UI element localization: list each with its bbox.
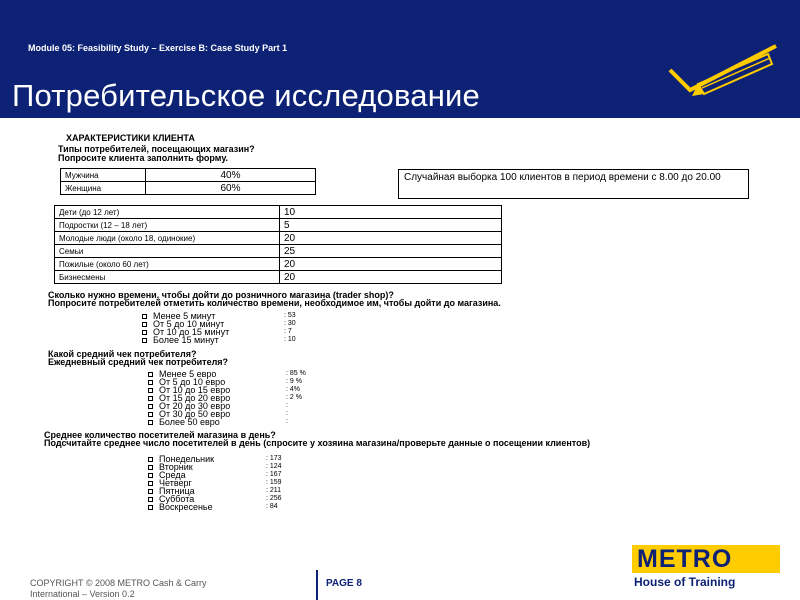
checkbox-icon [148, 489, 153, 494]
page-title: Потребительское исследование [12, 78, 480, 113]
list-item: Понедельник : 173 [148, 455, 348, 463]
checkbox-icon [142, 330, 147, 335]
client-heading: ХАРАКТЕРИСТИКИ КЛИЕНТА [66, 133, 195, 143]
type-label: Семьи [55, 245, 280, 258]
type-value: 5 [280, 219, 502, 232]
list-item: От 10 до 15 евро : 4% [148, 386, 348, 394]
gender-label: Женщина [61, 182, 146, 195]
table-row [55, 206, 502, 219]
type-value: 10 [280, 206, 502, 219]
gender-table [60, 168, 316, 195]
gender-label: Мужчина [61, 169, 146, 182]
checkbox-icon [148, 372, 153, 377]
list-item: От 5 до 10 минут : 30 [142, 320, 342, 328]
footer-divider [316, 570, 318, 600]
list-item: Вторник : 124 [148, 463, 348, 471]
list-item: От 5 до 10 евро : 9 % [148, 378, 348, 386]
header-banner [0, 0, 800, 118]
checkbox-icon [142, 314, 147, 319]
type-value: 20 [280, 271, 502, 284]
table-row [55, 271, 502, 284]
list-item: Более 15 минут : 10 [142, 336, 342, 344]
client-question: Типы потребителей, посещающих магазин? [58, 144, 255, 154]
type-value: 25 [280, 245, 502, 258]
checkbox-icon [148, 404, 153, 409]
list-item: От 10 до 15 минут : 7 [142, 328, 342, 336]
type-label: Молодые люди (около 18, одинокие) [55, 232, 280, 245]
gender-value: 40% [146, 169, 316, 182]
checkbox-icon [142, 338, 147, 343]
list-item: Менее 5 минут : 53 [142, 312, 342, 320]
list-item: Менее 5 евро : 85 % [148, 370, 348, 378]
checkbox-icon [148, 481, 153, 486]
type-label: Подростки (12 – 18 лет) [55, 219, 280, 232]
module-caption: Module 05: Feasibility Study – Exercise B: Case Study Part 1 [28, 43, 288, 53]
table-row [55, 232, 502, 245]
list-item: От 15 до 20 евро : 2 % [148, 394, 348, 402]
checkbox-icon [142, 322, 147, 327]
list-item: Четверг : 159 [148, 479, 348, 487]
list-item: От 20 до 30 евро : [148, 402, 348, 410]
checkbox-icon [148, 473, 153, 478]
list-item: Воскресенье : 84 [148, 503, 348, 511]
visitors-question: Среднее количество посетителей магазина в день? [44, 430, 276, 440]
pencil-check-icon [668, 40, 780, 100]
list-item: Суббота : 256 [148, 495, 348, 503]
list-item: Более 50 евро : [148, 418, 348, 426]
visitors-list [148, 455, 348, 511]
check-question: Какой средний чек потребителя? [48, 349, 197, 359]
check-list [148, 370, 348, 426]
checkbox-icon [148, 505, 153, 510]
table-row [61, 169, 316, 182]
table-row [55, 245, 502, 258]
metro-logo: METRO [632, 545, 780, 573]
list-item: Среда : 167 [148, 471, 348, 479]
check-instruction: Ежедневный средний чек потребителя? [48, 357, 229, 367]
visitors-instruction: Подсчитайте среднее число посетителей в день (спросите у хозяина магазина/проверьте данные о посещении клиентов) [44, 438, 591, 448]
sample-note: Случайная выборка 100 клиентов в период времени с 8.00 до 20.00 [398, 169, 749, 199]
type-label: Бизнесмены [55, 271, 280, 284]
checkbox-icon [148, 412, 153, 417]
table-row [61, 182, 316, 195]
time-question: Сколько нужно времени, чтобы дойти до розничного магазина (trader shop)? [48, 290, 394, 300]
checkbox-icon [148, 396, 153, 401]
list-item: От 30 до 50 евро : [148, 410, 348, 418]
copyright: COPYRIGHT © 2008 METRO Cash & Carry International – Version 0.2 [30, 578, 207, 599]
type-label: Пожилые (около 60 лет) [55, 258, 280, 271]
table-row [55, 258, 502, 271]
time-list [142, 312, 342, 344]
checkbox-icon [148, 420, 153, 425]
type-label: Дети (до 12 лет) [55, 206, 280, 219]
page-number: PAGE 8 [326, 578, 362, 589]
time-instruction: Попросите потребителей отметить количество времени, необходимое им, чтобы дойти до магазина. [48, 298, 501, 308]
client-instruction: Попросите клиента заполнить форму. [58, 153, 229, 163]
list-item: Пятница : 211 [148, 487, 348, 495]
table-row [55, 219, 502, 232]
checkbox-icon [148, 465, 153, 470]
checkbox-icon [148, 457, 153, 462]
checkbox-icon [148, 497, 153, 502]
house-of-training: House of Training [634, 575, 736, 589]
consumer-types-table [54, 205, 502, 284]
gender-value: 60% [146, 182, 316, 195]
checkbox-icon [148, 388, 153, 393]
type-value: 20 [280, 232, 502, 245]
type-value: 20 [280, 258, 502, 271]
checkbox-icon [148, 380, 153, 385]
